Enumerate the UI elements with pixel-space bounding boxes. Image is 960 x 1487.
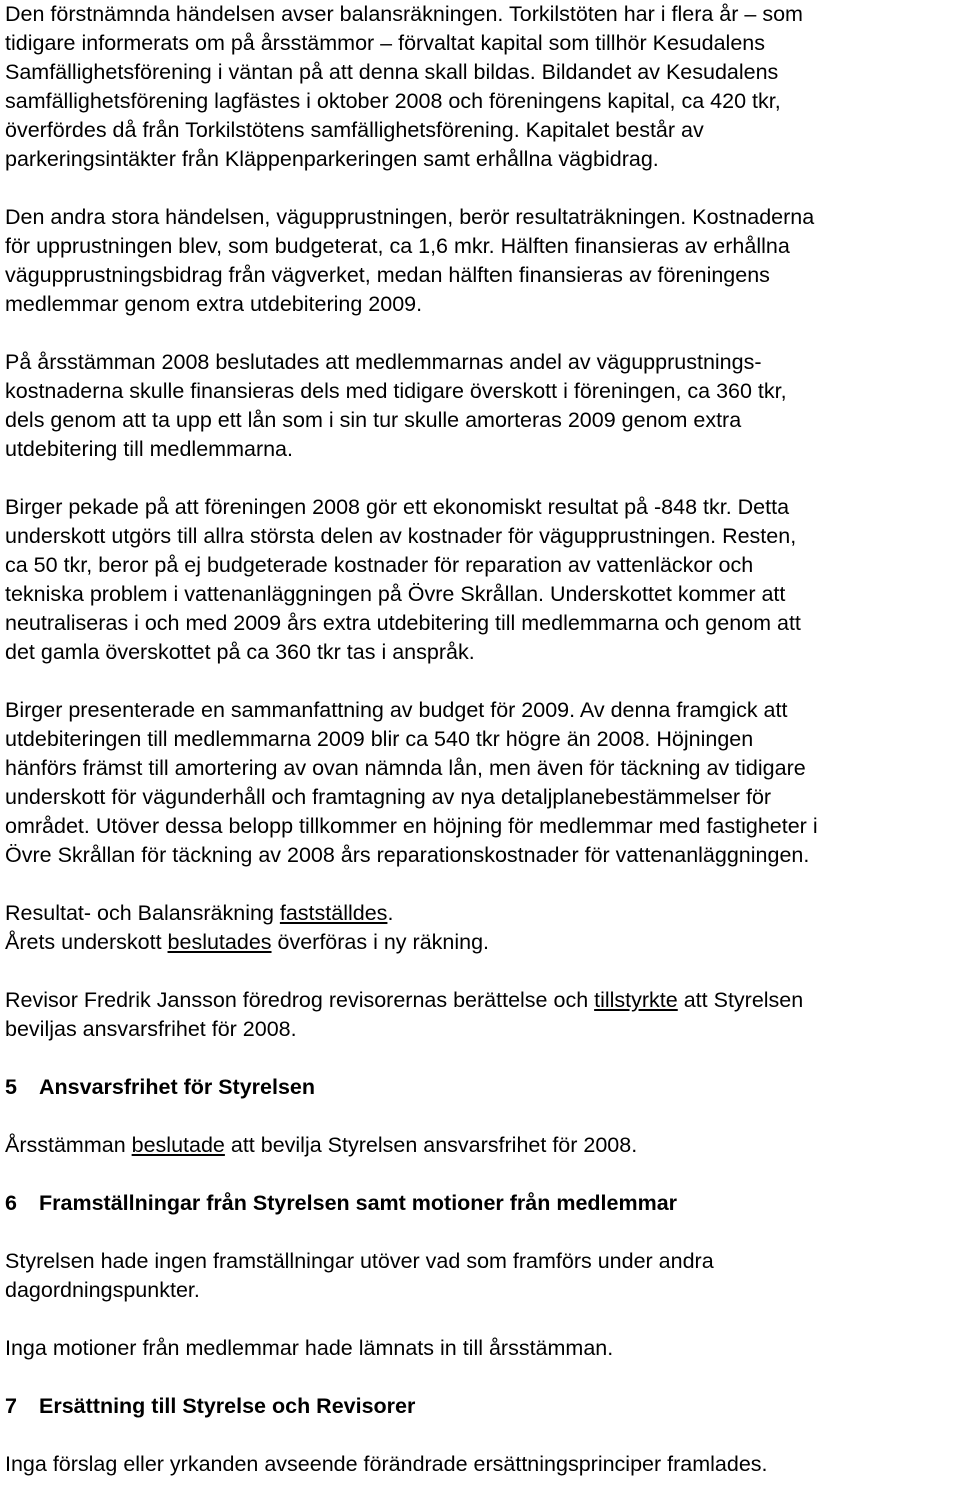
spacer bbox=[5, 1421, 957, 1450]
spacer bbox=[5, 1044, 957, 1073]
paragraph-budget-2009: Birger presenterade en sammanfattning av budget för 2009. Av denna framgick att utdebiteringen till medlemmarna 2009 blir ca 540 tkr högre än 2008. Höjningen hänförs främst till amortering av ovan nämnda lån, men även för täckning av tidigare underskott för vägunderhåll och framtagning av nya detaljplanebestämmelser för området. Utöver dessa belopp tillkommer en höjning för medlemmar med fastigheter i Övre Skrållan för täckning av 2008 års reparationskostnader för vattenanläggningen. bbox=[5, 698, 818, 867]
spacer bbox=[5, 667, 957, 696]
paragraph-member-motions: Inga motioner från medlemmar hade lämnats in till årsstämman. bbox=[5, 1336, 614, 1360]
section-heading-7 bbox=[5, 1392, 957, 1421]
spacer bbox=[5, 870, 957, 899]
spacer bbox=[5, 1305, 957, 1334]
spacer bbox=[5, 1218, 957, 1247]
text: att Styrelsen beviljas ansvarsfrihet för 2008. bbox=[5, 988, 804, 1041]
section-title: Ansvarsfrihet för Styrelsen bbox=[39, 1075, 316, 1099]
underlined-decision: beslutades bbox=[167, 930, 272, 954]
section-number: 6 bbox=[5, 1191, 17, 1215]
paragraph-adoption bbox=[5, 899, 957, 957]
section-heading-5 bbox=[5, 1073, 957, 1102]
paragraph-economic-result: Birger pekade på att föreningen 2008 gör ett ekonomiskt resultat på -848 tkr. Detta underskott utgörs till allra största delen av kostnader för vägupprustningen. Resten, ca 50 tkr, beror på ej budgeterade kostnader för reparation av vattenläckor och tekniska problem i vattenanläggningen på Övre Skrållan. Underskottet kommer att neutraliseras i och med 2009 års extra utdebitering till medlemmarna och genom att det gamla överskottet på ca 360 tkr tas i anspråk. bbox=[5, 495, 801, 664]
paragraph-auditor bbox=[5, 986, 957, 1044]
spacer bbox=[5, 319, 957, 348]
spacer bbox=[5, 957, 957, 986]
section-number: 7 bbox=[5, 1394, 17, 1418]
section-heading-6 bbox=[5, 1189, 957, 1218]
paragraph-discharge bbox=[5, 1131, 957, 1160]
spacer bbox=[5, 174, 957, 203]
spacer bbox=[5, 464, 957, 493]
text: Resultat- och Balansräkning bbox=[5, 901, 280, 925]
spacer bbox=[5, 1102, 957, 1131]
section-number: 5 bbox=[5, 1075, 17, 1099]
document-page bbox=[5, 0, 957, 1479]
spacer bbox=[5, 1160, 957, 1189]
section-title: Framställningar från Styrelsen samt motioner från medlemmar bbox=[39, 1191, 678, 1215]
text: överföras i ny räkning. bbox=[271, 930, 490, 954]
text: att bevilja Styrelsen ansvarsfrihet för 2008. bbox=[224, 1133, 638, 1157]
paragraph-annual-meeting-2008: På årsstämman 2008 beslutades att medlemmarnas andel av vägupprustnings- kostnaderna skulle finansieras dels med tidigare överskott i föreningen, ca 360 tkr, dels genom att ta upp ett lån som i sin tur skulle amorteras 2009 genom extra utdebitering till medlemmarna. bbox=[5, 350, 787, 461]
paragraph-compensation: Inga förslag eller yrkanden avseende förändrade ersättningsprinciper framlades. bbox=[5, 1452, 768, 1476]
spacer bbox=[5, 1363, 957, 1392]
underlined-decision: beslutade bbox=[131, 1133, 225, 1157]
paragraph-board-proposals: Styrelsen hade ingen framställningar utöver vad som framförs under andra dagordningspunkter. bbox=[5, 1249, 714, 1302]
text: . bbox=[387, 901, 394, 925]
text: Årsstämman bbox=[5, 1133, 132, 1157]
paragraph-balance-sheet: Den förstnämnda händelsen avser balansräkningen. Torkilstöten har i flera år – som tidigare informerats om på årsstämmor – förvaltat kapital som tillhör Kesudalens Samfällighetsförening i väntan på att denna skall bildas. Bildandet av Kesudalens samfällighetsförening lagfästes i oktober 2008 och föreningens kapital, ca 420 tkr, överfördes då från Torkilstötens samfällighetsförening. Kapitalet består av parkeringsintäkter från Kläppenparkeringen samt erhållna vägbidrag. bbox=[5, 2, 803, 171]
underlined-decision: tillstyrkte bbox=[594, 988, 678, 1012]
section-title: Ersättning till Styrelse och Revisorer bbox=[39, 1394, 416, 1418]
paragraph-road-upgrade: Den andra stora händelsen, vägupprustningen, berör resultaträkningen. Kostnaderna för upprustningen blev, som budgeterat, ca 1,6 mkr. Hälften finansieras av erhållna vägupprustningsbidrag från vägverket, medan hälften finansieras av föreningens medlemmar genom extra utdebitering 2009. bbox=[5, 205, 815, 316]
text: Årets underskott bbox=[5, 930, 168, 954]
underlined-decision: fastställdes bbox=[279, 901, 388, 925]
text: Revisor Fredrik Jansson föredrog revisorernas berättelse och bbox=[5, 988, 595, 1012]
